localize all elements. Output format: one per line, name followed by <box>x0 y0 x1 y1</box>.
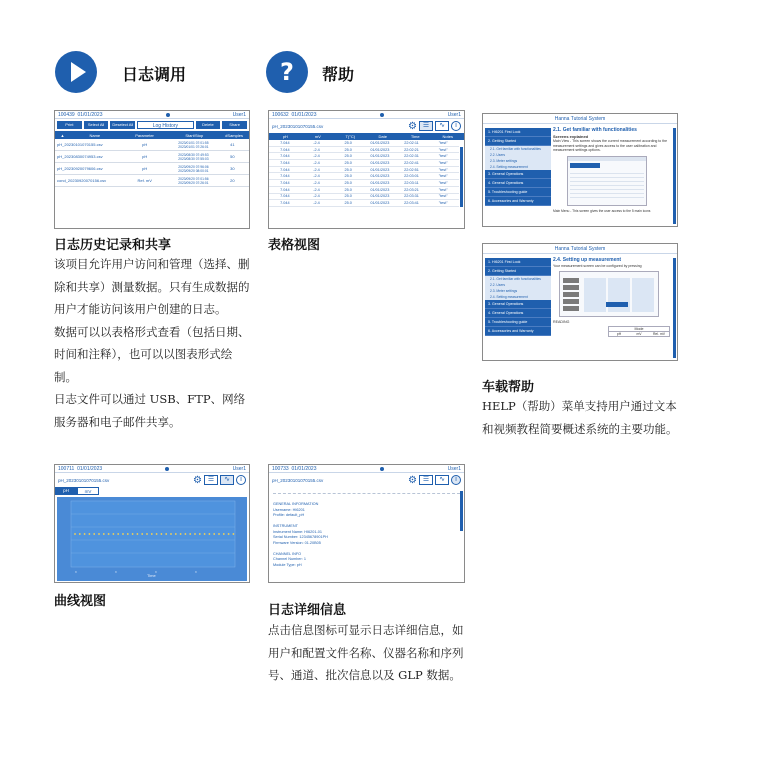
mode-table: Mode pH mV Rel. mV <box>608 326 670 337</box>
start-stop-cell: 2023/09/20 07:01:56 2023/09/20 07:26:01 <box>178 176 209 185</box>
table-cell: -2.4 <box>313 201 320 206</box>
table-cell: 25.0 <box>344 154 352 159</box>
tutorial-body: Main View - This screen shows the current measurement according to the measurement settings and gives access to the user calibration and measurement settings options. <box>553 139 668 152</box>
table-cell: -2.4 <box>313 194 320 199</box>
table-cell: 7.044 <box>280 154 290 159</box>
table-cell: 01/01/2023 <box>370 140 390 145</box>
tutorial-screenshot-2 <box>482 243 678 361</box>
menu-item[interactable]: 1. HI6201 First Look <box>485 128 551 137</box>
graph-point <box>228 533 230 535</box>
table-cell: 01/01/2023 <box>370 147 390 152</box>
graph-point <box>189 533 191 535</box>
detail-line: Channel Number: 1 <box>273 557 306 561</box>
table-cell: 25.0 <box>344 187 352 192</box>
graph-area <box>57 497 247 581</box>
menu-item[interactable]: 4. General Operations <box>485 309 551 318</box>
status-bar: 100439 01/01/2023 User1 <box>55 111 249 119</box>
table-row <box>269 180 459 187</box>
log-history-title: 日志历史记录和共享 <box>54 238 172 253</box>
play-icon <box>55 51 97 93</box>
menu-item[interactable]: 6. Accessories and Warranty <box>485 197 551 206</box>
graph-point <box>185 533 187 535</box>
table-row[interactable] <box>55 163 249 175</box>
count-cell: 50 <box>230 154 235 159</box>
table-row <box>269 160 459 167</box>
table-view-icon[interactable]: ☰ <box>419 475 433 485</box>
app-title: Hanna Tutorial System <box>483 114 677 124</box>
table-cell: "test" <box>438 160 448 165</box>
table-cell: -2.4 <box>313 160 320 165</box>
table-cell: 25.0 <box>344 140 352 145</box>
wifi-icon <box>380 113 384 117</box>
gear-icon[interactable]: ⚙ <box>408 474 417 486</box>
table-cell: "test" <box>438 187 448 192</box>
count-cell: 30 <box>230 166 235 171</box>
graph-point <box>132 533 134 535</box>
table-cell: 7.044 <box>280 140 290 145</box>
table-cell: "test" <box>438 194 448 199</box>
table-cell: 7.044 <box>280 160 290 165</box>
table-cell: 01/01/2023 <box>370 154 390 159</box>
count-cell: 20 <box>230 178 235 183</box>
table-cell: 22:03:31 <box>404 194 419 199</box>
table-cell: "test" <box>438 147 448 152</box>
table-row <box>269 167 459 174</box>
table-cell: 01/01/2023 <box>370 167 390 172</box>
graph-point <box>218 533 220 535</box>
graph-point <box>213 533 215 535</box>
table-row <box>269 147 459 154</box>
log-history-description: 该项目允许用户访问和管理（选择、删除和共享）测量数据。只有生成数据的用户才能访问该用户创建的日志。 数据可以以表格形式查看（包括日期、时间和注释），也可以以图表形式绘制。 日志文件可以通过 USB、FTP、网络服务器和电子邮件共享。 <box>54 257 250 429</box>
graph-point <box>117 533 119 535</box>
svg-text:x: x <box>155 570 157 574</box>
table-row <box>269 153 459 160</box>
table-cell: 7.044 <box>280 167 290 172</box>
graph-point <box>113 533 115 535</box>
tabular-view-screenshot <box>268 110 465 229</box>
graph-point <box>103 533 105 535</box>
tab-mv[interactable]: mV <box>77 487 99 495</box>
tab-ph[interactable]: pH <box>55 487 77 495</box>
detail-line: Serial Number: 12345678901PH <box>273 535 328 539</box>
tutorial-screenshot-1 <box>482 113 678 227</box>
table-cell: 01/01/2023 <box>370 174 390 179</box>
wifi-icon <box>380 467 384 471</box>
count-cell: 41 <box>230 142 235 147</box>
table-cell: 7.044 <box>280 147 290 152</box>
graph-point <box>79 533 81 535</box>
log-details-description: 点击信息图标可显示日志详细信息，如用户和配置文件名称、仪器名称和序列号、通道、批次信息以及 GLP 数据。 <box>268 623 464 682</box>
table-cell: -2.4 <box>313 167 320 172</box>
menu-item[interactable]: 6. Accessories and Warranty <box>485 327 551 336</box>
name-cell: cond_20230920070156.csv <box>57 178 107 183</box>
table-cell: "test" <box>438 174 448 179</box>
wifi-icon <box>165 467 169 471</box>
mini-screen <box>559 271 659 317</box>
gear-icon[interactable]: ⚙ <box>193 474 202 486</box>
tutorial-subheading: Screens explained <box>553 134 589 139</box>
graph-point <box>194 533 196 535</box>
table-cell: 7.044 <box>280 194 290 199</box>
table-cell: 25.0 <box>344 201 352 206</box>
detail-text <box>269 494 464 568</box>
table-cell: 25.0 <box>344 194 352 199</box>
graph-view-icon[interactable]: ∿ <box>220 475 234 485</box>
table-view-icon[interactable]: ☰ <box>204 475 218 485</box>
graph-point <box>137 533 139 535</box>
graph-point <box>175 533 177 535</box>
select-all-button[interactable]: Select All <box>84 121 109 129</box>
section-title-log-recall: 日志调用 <box>122 65 187 84</box>
print-button[interactable]: Print <box>57 121 82 129</box>
graph-view-title: 曲线视图 <box>54 594 107 609</box>
menu-subitem[interactable]: 2.4. Setting measurement <box>485 294 551 300</box>
question-icon <box>266 51 308 93</box>
table-cell: 22:02:41 <box>404 160 419 165</box>
table-cell: 01/01/2023 <box>370 187 390 192</box>
detail-line: CHANNEL INFO <box>273 551 302 556</box>
table-cell: -2.4 <box>313 140 320 145</box>
table-cell: "test" <box>438 140 448 145</box>
menu-subitem[interactable]: 2.3. Meter settings <box>485 158 551 164</box>
info-icon[interactable]: i <box>451 475 461 485</box>
table-cell: "test" <box>438 154 448 159</box>
mode-label: READING <box>553 320 570 324</box>
menu-subitem[interactable]: 2.4. Setting measurement <box>485 164 551 170</box>
graph-point <box>108 533 110 535</box>
table-cell: 22:03:21 <box>404 187 419 192</box>
name-cell: pH_20230101070155.csv <box>57 142 103 147</box>
graph-point <box>122 533 124 535</box>
detail-line: GENERAL INFORMATION <box>273 502 319 506</box>
menu-item[interactable]: 2. Getting Started <box>485 267 551 276</box>
graph-plot <box>57 497 247 581</box>
graph-point <box>151 533 153 535</box>
graph-point <box>156 533 158 535</box>
menu-subitem[interactable]: 2.3. Meter settings <box>485 288 551 294</box>
tutorial-heading: 2.1. Get familiar with functionalities <box>553 127 637 133</box>
graph-point <box>233 533 235 535</box>
table-cell: 01/01/2023 <box>370 201 390 206</box>
table-row[interactable] <box>55 139 249 151</box>
log-history-tab[interactable]: Log History <box>137 121 193 129</box>
table-header: ▲ Name Parameter Start/Stop #Samples <box>55 131 249 139</box>
section-title-help: 帮助 <box>322 65 355 84</box>
info-icon[interactable]: i <box>236 475 246 485</box>
start-stop-cell: 2023/08/30 07:49:53 2023/08/30 07:55:03 <box>178 152 209 161</box>
svg-text:x: x <box>115 570 117 574</box>
table-cell: 22:02:21 <box>404 147 419 152</box>
table-cell: "test" <box>438 180 448 185</box>
graph-point <box>141 533 143 535</box>
table-cell: 25.0 <box>344 160 352 165</box>
start-stop-cell: 2023/09/20 07:96:06 2023/09/20 08:00:01 <box>178 164 209 173</box>
svg-text:x: x <box>195 570 197 574</box>
status-bar: 100733 01/01/2023 User1 <box>269 465 464 473</box>
table-cell: 01/01/2023 <box>370 180 390 185</box>
menu-subitem[interactable]: 2.2. Users <box>485 282 551 288</box>
graph-point <box>209 533 211 535</box>
file-name: pH_20230101070155.csv <box>272 123 324 129</box>
table-cell: 22:02:11 <box>404 140 419 145</box>
log-details-screenshot <box>268 464 465 583</box>
status-bar: 100711 01/01/2023 User1 <box>55 465 249 473</box>
table-cell: 22:03:01 <box>404 174 419 179</box>
status-bar: 100632 01/01/2023 User1 <box>269 111 464 119</box>
graph-point <box>89 533 91 535</box>
graph-point <box>161 533 163 535</box>
table-cell: 25.0 <box>344 180 352 185</box>
tutorial-menu <box>485 128 551 206</box>
graph-point <box>199 533 201 535</box>
table-cell: 25.0 <box>344 147 352 152</box>
graph-view-icon[interactable]: ∿ <box>435 121 449 131</box>
detail-line: Instrument Name: HI6201-01 <box>273 529 322 534</box>
table-cell: 01/01/2023 <box>370 160 390 165</box>
tutorial-footer: Main Menu - This screen gives the user access to the 5 main icons <box>553 208 651 213</box>
gear-icon[interactable]: ⚙ <box>408 120 417 132</box>
param-cell: pH <box>142 154 148 159</box>
menu-subitem[interactable]: 2.2. Users <box>485 152 551 158</box>
graph-point <box>84 533 86 535</box>
graph-point <box>170 533 172 535</box>
tutorial-body: Your measurement screen can be configured by pressing <box>553 264 642 268</box>
table-cell: 22:03:41 <box>404 201 419 206</box>
menu-subitem[interactable]: 2.1. Get familiar with functionalities <box>485 276 551 282</box>
table-row <box>269 194 459 201</box>
graph-point <box>74 533 76 535</box>
table-row <box>269 140 459 147</box>
table-cell: -2.4 <box>313 154 320 159</box>
table-cell: 25.0 <box>344 174 352 179</box>
table-row[interactable] <box>55 175 249 187</box>
table-row[interactable] <box>55 151 249 163</box>
table-cell: 7.044 <box>280 187 290 192</box>
scrollbar[interactable] <box>460 491 463 531</box>
menu-item[interactable]: 3. General Operations <box>485 170 551 179</box>
table-cell: 7.044 <box>280 180 290 185</box>
deselect-all-button[interactable]: Deselect All <box>112 122 134 127</box>
table-view-icon[interactable]: ☰ <box>419 121 433 131</box>
graph-point <box>204 533 206 535</box>
onboard-help-description: HELP（帮助）菜单支持用户通过文本和视频教程简要概述系统的主要功能。 <box>482 399 678 436</box>
table-cell: "test" <box>438 201 448 206</box>
table-cell: 01/01/2023 <box>370 194 390 199</box>
detail-line: Firmware Version: 01.20B05 <box>273 540 321 545</box>
param-cell: pH <box>142 142 148 147</box>
param-cell: Ref. mV <box>137 178 152 183</box>
table-cell: -2.4 <box>313 187 320 192</box>
menu-item[interactable]: 4. General Operations <box>485 179 551 188</box>
table-cell: -2.4 <box>313 180 320 185</box>
table-cell: 7.044 <box>280 201 290 206</box>
menu-item[interactable]: 3. General Operations <box>485 300 551 309</box>
file-name: pH_20230101070155.csv <box>272 477 324 483</box>
info-icon[interactable]: i <box>451 121 461 131</box>
file-name: pH_20230101070155.csv <box>58 477 110 483</box>
graph-view-icon[interactable]: ∿ <box>435 475 449 485</box>
detail-line: Profile: default_pH <box>273 513 305 517</box>
param-cell: pH <box>142 166 148 171</box>
menu-subitem[interactable]: 2.1. Get familiar with functionalities <box>485 146 551 152</box>
table-header: pH mV T(°C) Date Time Notes <box>269 133 464 140</box>
table-row <box>269 200 459 207</box>
tutorial-menu <box>485 258 551 336</box>
log-history-screenshot <box>54 110 250 229</box>
mini-screen <box>567 156 647 206</box>
x-axis-label: Time <box>147 573 156 578</box>
share-button[interactable]: Share <box>222 121 247 129</box>
svg-text:x: x <box>75 570 77 574</box>
graph-point <box>93 533 95 535</box>
wifi-icon <box>166 113 170 117</box>
table-cell: -2.4 <box>313 174 320 179</box>
graph-point <box>98 533 100 535</box>
graph-point <box>223 533 225 535</box>
table-cell: "test" <box>438 167 448 172</box>
table-cell: 22:02:31 <box>404 154 419 159</box>
graph-point <box>146 533 148 535</box>
svg-text:?: ? <box>280 58 294 86</box>
graph-view-screenshot <box>54 464 250 583</box>
graph-point <box>180 533 182 535</box>
graph-point <box>127 533 129 535</box>
table-cell: 25.0 <box>344 167 352 172</box>
name-cell: pH_20230830074953.csv <box>57 154 103 159</box>
delete-button[interactable]: Delete <box>196 121 221 129</box>
table-row <box>269 187 459 194</box>
menu-item[interactable]: 5. Troubleshooting guide <box>485 318 551 327</box>
name-cell: pH_20230920079606.csv <box>57 166 103 171</box>
menu-item[interactable]: 5. Troubleshooting guide <box>485 188 551 197</box>
start-stop-cell: 2023/01/01 07:01:55 2023/01/01 07:26:01 <box>178 140 209 149</box>
table-cell: 7.044 <box>280 174 290 179</box>
onboard-help-title: 车载帮助 <box>482 380 535 395</box>
app-title: Hanna Tutorial System <box>483 244 677 254</box>
table-row <box>269 173 459 180</box>
table-cell: -2.4 <box>313 147 320 152</box>
scrollbar[interactable] <box>673 258 676 358</box>
log-details-title: 日志详细信息 <box>268 603 347 618</box>
scrollbar[interactable] <box>673 128 676 224</box>
tabular-view-title: 表格视图 <box>268 238 321 253</box>
tutorial-heading: 2.4. Setting up measurement <box>553 257 622 263</box>
detail-line: INSTRUMENT <box>273 524 298 528</box>
table-cell: 22:02:51 <box>404 167 419 172</box>
graph-point <box>165 533 167 535</box>
toolbar <box>55 119 249 131</box>
table-cell: 22:03:11 <box>404 180 419 185</box>
scrollbar[interactable] <box>460 147 463 207</box>
menu-item[interactable]: 1. HI6201 First Look <box>485 258 551 267</box>
menu-item[interactable]: 2. Getting Started <box>485 137 551 146</box>
detail-line: Username: HI6201 <box>273 507 305 512</box>
detail-line: Module Type: pH <box>273 562 302 567</box>
